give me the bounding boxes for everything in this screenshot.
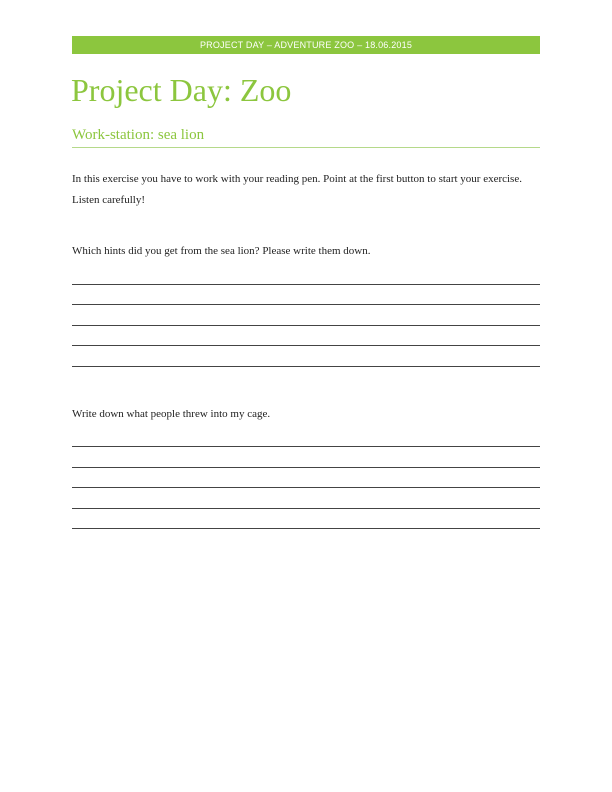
answer-line-q1-2[interactable] (72, 304, 540, 305)
question-2: Write down what people threw into my cage. (72, 408, 271, 420)
answer-line-q1-1[interactable] (72, 284, 540, 285)
intro-paragraph: In this exercise you have to work with your reading pen. Point at the first button to start your exercise. Listen carefully! (72, 173, 522, 206)
answer-line-q1-3[interactable] (72, 325, 540, 326)
answer-line-q2-4[interactable] (72, 508, 540, 509)
answer-line-q2-5[interactable] (72, 528, 540, 529)
section-heading: Work-station: sea lion (72, 127, 205, 143)
answer-line-q1-5[interactable] (72, 366, 540, 367)
header-text: PROJECT DAY – ADVENTURE ZOO – 18.06.2015 (199, 40, 413, 50)
answer-line-q2-2[interactable] (72, 467, 540, 468)
section-divider (72, 147, 540, 148)
question-1: Which hints did you get from the sea lion? Please write them down. (72, 245, 371, 257)
answer-line-q2-3[interactable] (72, 487, 540, 488)
answer-line-q1-4[interactable] (72, 345, 540, 346)
answer-line-q2-1[interactable] (72, 446, 540, 447)
header-bar (72, 36, 540, 54)
page-title: Project Day: Zoo (71, 72, 292, 108)
